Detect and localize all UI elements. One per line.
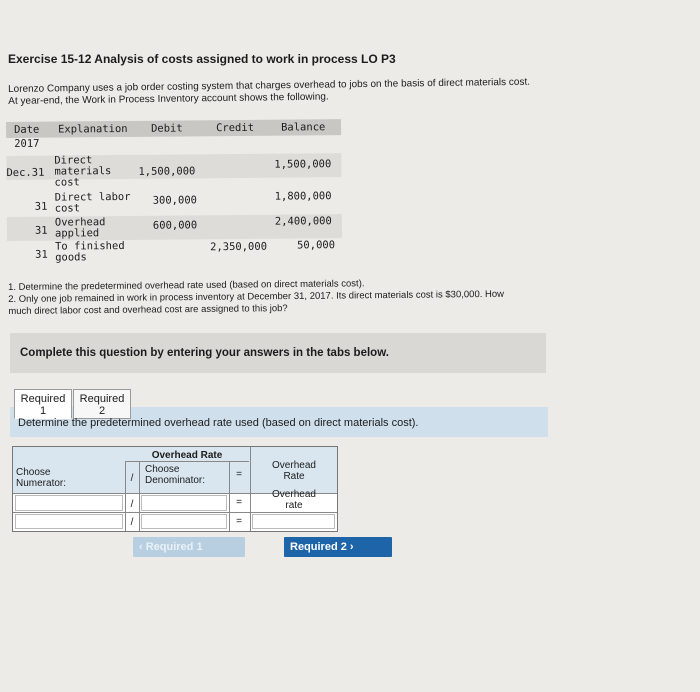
row1-balance: 1,500,000 (274, 158, 332, 171)
header-date: Date (14, 123, 40, 136)
denominator-input-row2[interactable] (141, 514, 227, 529)
header-debit: Debit (151, 122, 183, 135)
question-1: 1. Determine the predetermined overhead rate used (based on direct materials cost). (8, 278, 365, 293)
header-credit: Credit (216, 121, 255, 135)
overhead-rate-table (12, 446, 338, 532)
numerator-select[interactable]: Choose Numerator: (16, 467, 67, 489)
divide-symbol-row1: / (130, 499, 134, 510)
header-balance: Balance (281, 121, 326, 134)
work-in-process-ledger (6, 119, 347, 274)
intro-line-1: Lorenzo Company uses a job order costing system that charges overhead to jobs on the basis of direct materials cost. (8, 76, 531, 95)
numerator-input-row2[interactable] (15, 514, 123, 529)
rate-table-caption: Overhead Rate (151, 450, 223, 461)
tab-required-2-label: Required (79, 393, 125, 405)
row1-date: Dec.31 (6, 166, 45, 179)
divide-symbol: / (130, 473, 134, 484)
tab-required-1-label: Required (20, 393, 66, 405)
row4-date: 31 (35, 248, 48, 261)
row2-debit: 300,000 (152, 194, 198, 207)
instruction-text: Determine the predetermined overhead rate used (based on direct materials cost). (18, 417, 419, 429)
denominator-input-row1[interactable] (141, 495, 227, 511)
ledger-header (6, 119, 341, 138)
intro-text (8, 76, 608, 108)
numerator-input-row1[interactable] (15, 495, 123, 511)
row1-debit: 1,500,000 (138, 165, 196, 178)
denominator-select[interactable]: Choose Denominator: (145, 464, 206, 486)
tab-required-1-number: 1 (39, 405, 47, 417)
row3-debit: 600,000 (152, 219, 198, 232)
prev-required-1-button[interactable]: ‹ Required 1 (133, 537, 245, 557)
row2-balance: 1,800,000 (274, 190, 332, 203)
question-list (8, 276, 608, 318)
complete-prompt: Complete this question by entering your answers in the tabs below. (20, 347, 389, 359)
row4-balance: 50,000 (297, 239, 336, 252)
header-explanation: Explanation (58, 122, 128, 136)
overhead-rate-header: Overhead Rate (272, 460, 316, 482)
next-required-2-button[interactable]: Required 2 › (284, 537, 392, 557)
row3-date: 31 (34, 224, 48, 237)
row4-explanation: To finished goods (55, 239, 125, 264)
row1-explanation: Direct materials cost (54, 154, 112, 189)
intro-line-2: At year-end, the Work in Process Inventory account shows the following. (8, 91, 329, 107)
row3-balance: 2,400,000 (274, 215, 332, 228)
tab-required-2-number: 2 (98, 405, 106, 417)
row3-explanation: Overhead applied (54, 216, 106, 240)
ledger-year: 2017 (14, 137, 40, 150)
tab-required-1[interactable] (14, 389, 72, 419)
equals-symbol-row2: = (236, 516, 242, 527)
question-2-line-1: 2. Only one job remained in work in process inventory at December 31, 2017. Its direct materials cost is $30,000. How (8, 288, 505, 305)
question-2-line-2: much direct labor cost and overhead cost are assigned to this job? (8, 303, 288, 317)
overhead-rate-row-label: Overhead rate (272, 489, 316, 511)
exercise-title: Exercise 15-12 Analysis of costs assigned to work in process LO P3 (8, 52, 396, 66)
tab-required-2[interactable] (73, 389, 131, 419)
row2-date: 31 (34, 200, 48, 213)
equals-symbol-row1: = (236, 497, 242, 508)
row2-explanation: Direct labor cost (54, 190, 131, 215)
overhead-rate-result-input[interactable] (252, 514, 335, 529)
row4-credit: 2,350,000 (210, 240, 268, 254)
equals-symbol-header: = (236, 469, 242, 480)
divide-symbol-row2: / (130, 517, 134, 528)
